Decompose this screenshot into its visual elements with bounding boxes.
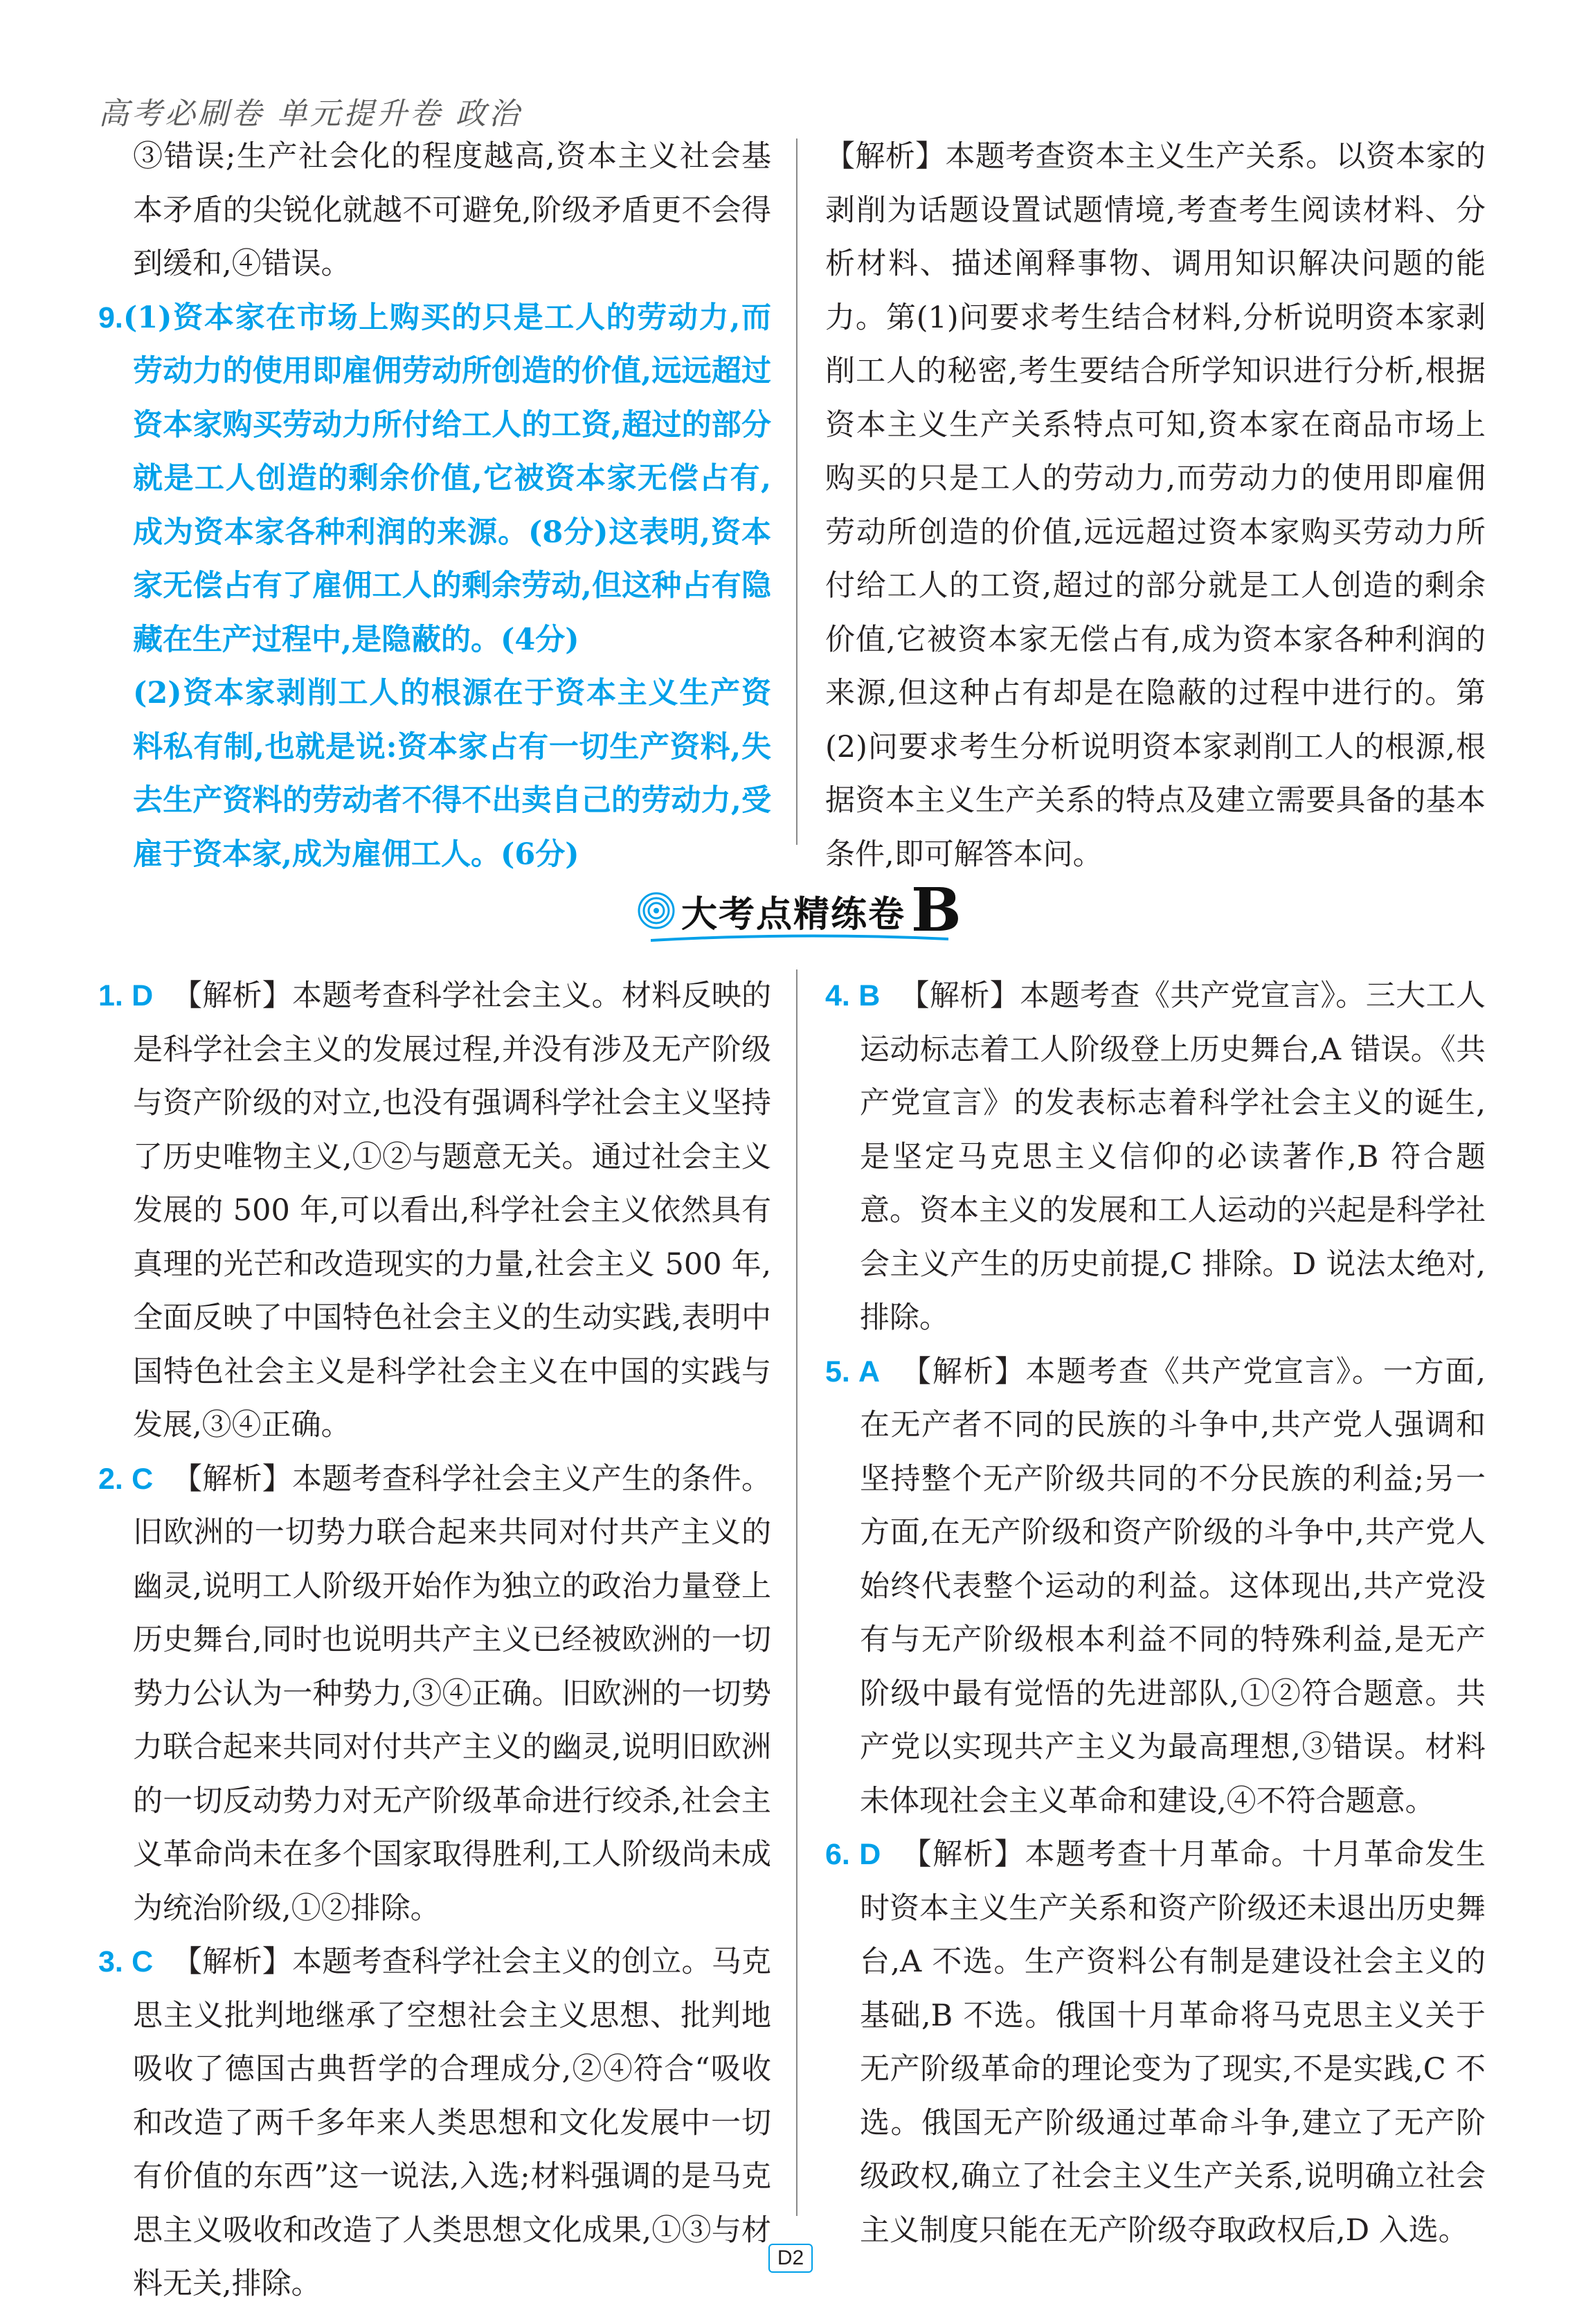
answer-2 xyxy=(98,1453,771,1936)
answer-4-number: 4. B xyxy=(825,979,881,1012)
answer-9-part-1-text: (1)资本家在市场上购买的只是工人的劳动力,而劳动力的使用即雇佣劳动所创造的价值,远远超过资本家购买劳动力所付给工人的工资,超过的部分就是工人创造的剩余价值,它被资本家无偿占有,成为资本家各种利润的来源。(8分)这表明,资本家无偿占有了雇佣工人的剩余劳动,但这种占有隐藏在生产过程中,是隐蔽的。(4分) xyxy=(123,300,771,657)
banner-letter: B xyxy=(911,875,962,945)
question-9-number: 9. xyxy=(98,301,123,334)
running-header: 高考必刷卷 单元提升卷 政治 xyxy=(98,96,522,132)
answer-9-part-1 xyxy=(98,292,771,668)
answer-9-part-2: (2)资本家剥削工人的根源在于资本主义生产资料私有制,也就是说:资本家占有一切生产资料,失去生产资料的劳动者不得不出卖自己的劳动力,受雇于资本家,成为雇佣工人。(6分) xyxy=(133,676,771,872)
answer-3-number: 3. C xyxy=(98,1945,154,1978)
answer-6-text: 【解析】本题考查十月革命。十月革命发生时资本主义生产关系和资产阶级还未退出历史舞台,A 不选。生产资料公有制是建设社会主义的基础,B 不选。俄国十月革命将马克思主义关于无产阶级革命的理论变为了现实,不是实践,C 不选。俄国无产阶级通过革命斗争,建立了无产阶级政权,确立了社会主义生产关系,说明确立社会主义制度只能在无产阶级夺取政权后,D 入选。 xyxy=(860,1837,1486,2248)
answer-6 xyxy=(825,1828,1486,2258)
continued-text: ③错误;生产社会化的程度越高,资本主义社会基本矛盾的尖锐化就越不可避免,阶级矛盾更不会得到缓和,④错误。 xyxy=(133,139,771,281)
answer-6-number: 6. D xyxy=(825,1838,881,1871)
bottom-left-column xyxy=(98,969,771,2312)
bottom-right-column xyxy=(825,969,1486,2258)
top-left-column xyxy=(98,130,771,882)
answer-3-text: 【解析】本题考查科学社会主义的创立。马克思主义批判地继承了空想社会主义思想、批判地吸收了德国古典哲学的合理成分,②④符合“吸收和改造了两千多年来人类思想和文化发展中一切有价值的东西”这一说法,入选;材料强调的是马克思主义吸收和改造了人类思想文化成果,①③与材料无关,排除。 xyxy=(133,1945,771,2301)
column-divider-bottom xyxy=(796,969,797,2216)
answer-5 xyxy=(825,1346,1486,1829)
column-divider-top xyxy=(796,138,797,845)
banner-title: 大考点精练卷 xyxy=(681,893,906,936)
answer-1-number: 1. D xyxy=(98,979,154,1012)
answer-5-number: 5. A xyxy=(825,1355,881,1388)
answer-5-text: 【解析】本题考查《共产党宣言》。一方面,在无产者不同的民族的斗争中,共产党人强调和坚持整个无产阶级共同的不分民族的利益;另一方面,在无产阶级和资产阶级的斗争中,共产党人始终代表整个运动的利益。这体现出,共产党没有与无产阶级根本利益不同的特殊利益,是无产阶级中最有觉悟的先进部队,①②符合题意。共产党以实现共产主义为最高理想,③错误。材料未体现社会主义革命和建设,④不符合题意。 xyxy=(860,1354,1486,1818)
banner-underline xyxy=(651,933,948,943)
answer-2-number: 2. C xyxy=(98,1462,154,1496)
answer-4-text: 【解析】本题考查《共产党宣言》。三大工人运动标志着工人阶级登上历史舞台,A 错误。《共产党宣言》的发表标志着科学社会主义的诞生,是坚定马克思主义信仰的必读著作,B 符合题意。资本主义的发展和工人运动的兴起是科学社会主义产生的历史前提,C 排除。D 说法太绝对,排除。 xyxy=(860,978,1486,1335)
answer-1-text: 【解析】本题考查科学社会主义。材料反映的是科学社会主义的发展过程,并没有涉及无产阶级与资产阶级的对立,也没有强调科学社会主义坚持了历史唯物主义,①②与题意无关。通过社会主义发展的 500 年,可以看出,科学社会主义依然具有真理的光芒和改造现实的力量,社会主义 500 年,全面反映了中国特色社会主义的生动实践,表明中国特色社会主义是科学社会主义在中国的实践与发展,③④正确。 xyxy=(133,978,771,1442)
section-banner xyxy=(637,875,997,945)
top-right-column xyxy=(825,130,1486,882)
concentric-circle-icon xyxy=(637,891,676,930)
answer-1 xyxy=(98,969,771,1453)
answer-4 xyxy=(825,969,1486,1346)
analysis-9: 【解析】本题考查资本主义生产关系。以资本家的剥削为话题设置试题情境,考查考生阅读材料、分析材料、描述阐释事物、调用知识解决问题的能力。第(1)问要求考生结合材料,分析说明资本家剥削工人的秘密,考生要结合所学知识进行分析,根据资本主义生产关系特点可知,资本家在商品市场上购买的只是工人的劳动力,而劳动力的使用即雇佣劳动所创造的价值,远远超过资本家购买劳动力所付给工人的工资,超过的部分就是工人创造的剩余价值,它被资本家无偿占有,成为资本家各种利润的来源,但这种占有却是在隐蔽的过程中进行的。第(2)问要求考生分析说明资本家剥削工人的根源,根据资本主义生产关系的特点及建立需要具备的基本条件,即可解答本问。 xyxy=(825,139,1486,872)
page-number: D2 xyxy=(768,2244,813,2273)
answer-2-text: 【解析】本题考查科学社会主义产生的条件。旧欧洲的一切势力联合起来共同对付共产主义的幽灵,说明工人阶级开始作为独立的政治力量登上历史舞台,同时也说明共产主义已经被欧洲的一切势力公认为一种势力,③④正确。旧欧洲的一切势力联合起来共同对付共产主义的幽灵,说明旧欧洲的一切反动势力对无产阶级革命进行绞杀,社会主义革命尚未在多个国家取得胜利,工人阶级尚未成为统治阶级,①②排除。 xyxy=(133,1461,771,1926)
answer-3 xyxy=(98,1936,771,2312)
